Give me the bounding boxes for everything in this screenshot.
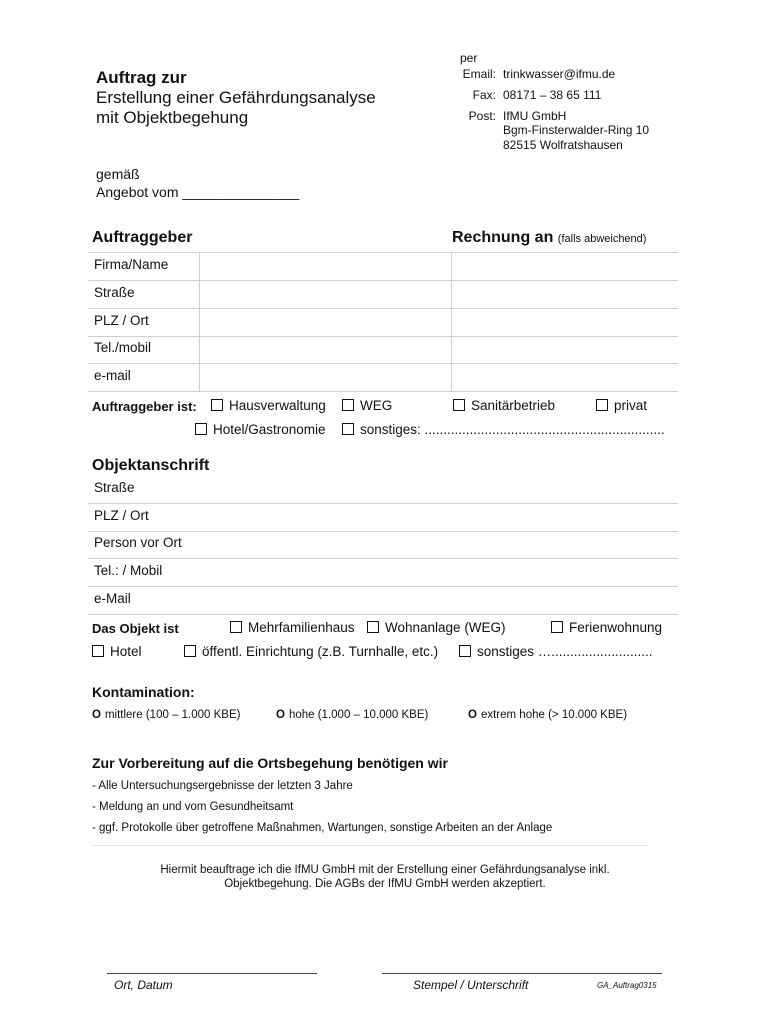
object-type-sonstiges[interactable]: sonstiges …...........................: [459, 644, 653, 659]
radio-icon: O: [468, 709, 477, 721]
object-row-plz[interactable]: [88, 504, 678, 532]
object-heading: Objektanschrift: [92, 457, 210, 474]
object-type-label: Das Objekt ist: [92, 621, 179, 636]
object-type-ferienwohnung[interactable]: Ferienwohnung: [551, 620, 662, 635]
contamination-high[interactable]: O hohe (1.000 – 10.000 KBE): [276, 709, 429, 721]
fax-label: Fax:: [472, 88, 496, 102]
client-row-strasse[interactable]: [88, 281, 678, 309]
fax-value: 08171 – 38 65 111: [503, 88, 602, 102]
checkbox-icon: [195, 423, 207, 435]
object-row-label: e-Mail: [94, 591, 131, 606]
object-row-label: PLZ / Ort: [94, 508, 149, 523]
object-row-label: Person vor Ort: [94, 535, 182, 550]
angebot-field[interactable]: Angebot vom _______________: [96, 184, 300, 200]
invoice-col-divider: [451, 253, 452, 391]
client-row-tel[interactable]: [88, 336, 678, 364]
gemaess-label: gemäß: [96, 166, 140, 182]
client-row-label: e-mail: [94, 368, 131, 383]
object-row-tel[interactable]: [88, 559, 678, 587]
preparation-item: - Alle Untersuchungsergebnisse der letzten 3 Jahre: [92, 780, 353, 792]
checkbox-icon: [596, 399, 608, 411]
post-label: Post:: [468, 109, 496, 123]
object-row-label: Tel.: / Mobil: [94, 563, 163, 578]
checkbox-icon: [230, 621, 242, 633]
post-city: 82515 Wolfratshausen: [503, 138, 623, 152]
client-row-label: Straße: [94, 285, 135, 300]
type-hotel-gastronomie[interactable]: Hotel/Gastronomie: [195, 422, 326, 437]
object-row-email[interactable]: [88, 587, 678, 615]
client-row-label: PLZ / Ort: [94, 313, 149, 328]
object-row-label: Straße: [94, 480, 135, 495]
contamination-medium[interactable]: O mittlere (100 – 1.000 KBE): [92, 709, 241, 721]
preparation-item: - Meldung an und vom Gesundheitsamt: [92, 801, 294, 813]
invoice-note: (falls abweichend): [557, 233, 647, 245]
stamp-signature-label: Stempel / Unterschrift: [413, 978, 529, 992]
post-company: IfMU GmbH: [503, 109, 567, 123]
divider: [92, 845, 647, 846]
post-street: Bgm-Finsterwalder-Ring 10: [503, 123, 650, 137]
object-type-oeffentlich[interactable]: öffentl. Einrichtung (z.B. Turnhalle, etc.): [184, 644, 438, 659]
email-label: Email:: [462, 67, 496, 81]
client-row-plz[interactable]: [88, 309, 678, 337]
invoice-heading: [452, 229, 646, 247]
client-row-firma[interactable]: [88, 253, 678, 281]
checkbox-icon: [459, 645, 471, 657]
object-row-person[interactable]: [88, 531, 678, 559]
checkbox-icon: [453, 399, 465, 411]
checkbox-icon: [551, 621, 563, 633]
invoice-heading-text: Rechnung an: [452, 229, 554, 246]
type-sonstiges[interactable]: sonstiges: ................................................................: [342, 422, 665, 437]
client-heading: Auftraggeber: [92, 229, 193, 246]
client-row-label: Firma/Name: [94, 257, 169, 272]
contamination-extreme[interactable]: O extrem hohe (> 10.000 KBE): [468, 709, 628, 721]
preparation-heading: Zur Vorbereitung auf die Ortsbegehung benötigen wir: [92, 755, 448, 771]
object-type-mehrfamilienhaus[interactable]: Mehrfamilienhaus: [230, 620, 355, 635]
place-date-line[interactable]: [107, 973, 317, 974]
contamination-heading: Kontamination:: [92, 684, 195, 700]
place-date-label: Ort, Datum: [114, 978, 173, 992]
client-col-divider: [199, 253, 200, 391]
type-weg[interactable]: WEG: [342, 398, 392, 413]
preparation-item: - ggf. Protokolle über getroffene Maßnahmen, Wartungen, sonstige Arbeiten an der Anlage: [92, 822, 553, 834]
signature-line[interactable]: [382, 973, 662, 974]
object-row-strasse[interactable]: [88, 476, 678, 504]
checkbox-icon: [92, 645, 104, 657]
form-title: Auftrag zur: [96, 68, 187, 87]
object-type-hotel[interactable]: Hotel: [92, 644, 142, 659]
radio-icon: O: [92, 709, 101, 721]
checkbox-icon: [342, 399, 354, 411]
checkbox-icon: [211, 399, 223, 411]
client-row-label: Tel./mobil: [94, 340, 152, 355]
client-row-email[interactable]: [88, 364, 678, 392]
type-sanitaerbetrieb[interactable]: Sanitärbetrieb: [453, 398, 555, 413]
object-type-wohnanlage[interactable]: Wohnanlage (WEG): [367, 620, 506, 635]
checkbox-icon: [342, 423, 354, 435]
client-type-label: Auftraggeber ist:: [92, 399, 197, 414]
checkbox-icon: [367, 621, 379, 633]
email-value: trinkwasser@ifmu.de: [503, 67, 616, 81]
statement-line2: Objektbegehung. Die AGBs der IfMU GmbH werden akzeptiert.: [224, 878, 546, 890]
per-label: per: [460, 51, 478, 65]
statement-line1: Hiermit beauftrage ich die IfMU GmbH mit der Erstellung einer Gefährdungsanalyse inkl.: [160, 864, 610, 876]
form-title-line3: mit Objektbegehung: [96, 108, 249, 127]
type-hausverwaltung[interactable]: Hausverwaltung: [211, 398, 326, 413]
document-code: GA_Auftrag0315: [597, 981, 657, 990]
checkbox-icon: [184, 645, 196, 657]
type-privat[interactable]: privat: [596, 398, 647, 413]
form-title-line2: Erstellung einer Gefährdungsanalyse: [96, 88, 376, 107]
radio-icon: O: [276, 709, 285, 721]
